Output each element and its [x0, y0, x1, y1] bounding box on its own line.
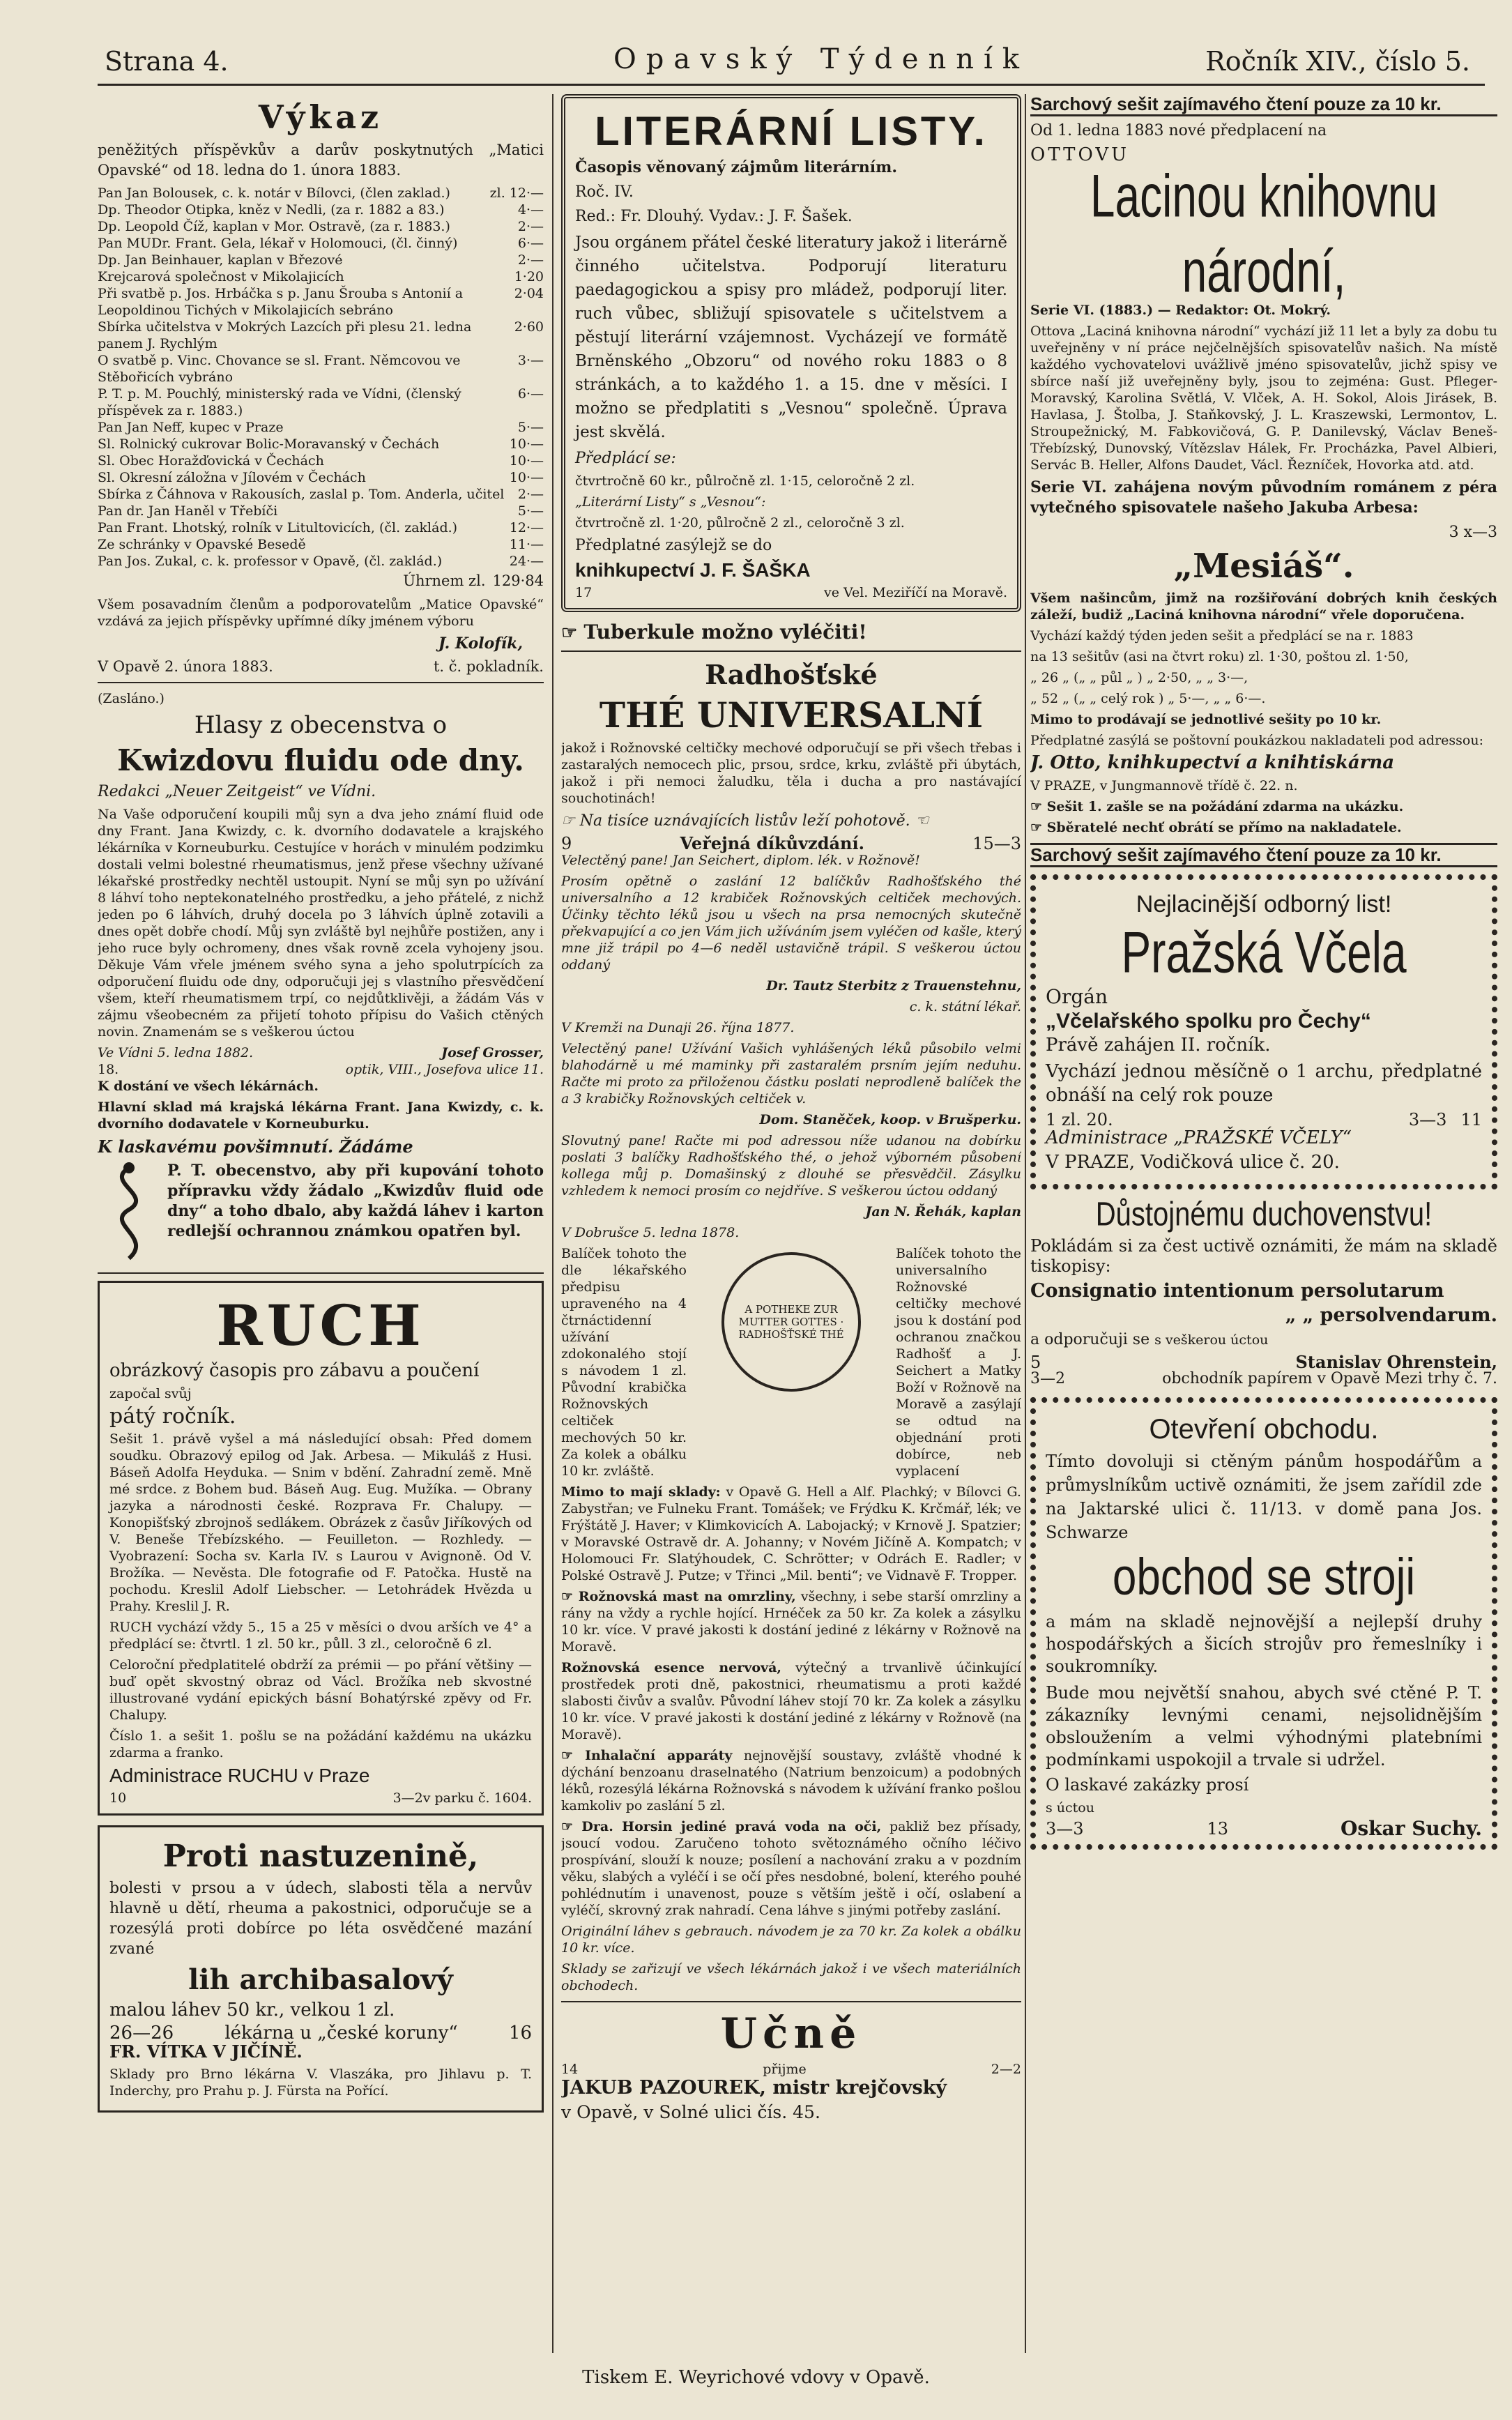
radhost-ad [561, 659, 1021, 1994]
column-divider [1025, 94, 1026, 2353]
listy-year: Roč. IV. [575, 183, 634, 201]
table-row: Pan Jan Bolousek, c. k. notár v Bílovci, (člen zaklad.) zl. 12·— [98, 185, 544, 201]
hlasy-title: Hlasy z obecenstva o [194, 711, 448, 739]
ottuv-body: Ottova „Laciná knihovna národní“ vychází již 11 let a byly za dobu tu uveřejněny v ní práce nejčelnějších spisovatelův našich. Na místě každého vychovatelovi uvážlivě jméno spisovatelův, jichž spisy ve sbírce naší již uveřejněny byly, jsou to zejména: Gust. Pfleger-Moravský, Karolina Světlá, V. Vlček, A. H. Sokol, Alois Jirásek, B. Havlasa, J. Štolba, J. Staňkovský, J. L. Kraszewski, Lermontov, L. Stroupežnický, M. Fabkovičová, G. P. Danilevský, Václav Beneš-Třebízský, Dunovský, Vítězslav Hálek, Fr. Procházka, Pavel Albieri, Servác B. Heller, Alfons Daudet, Václ. Řezníček, Hovorka atd. atd. [1030, 324, 1497, 473]
column-1 [98, 94, 544, 2353]
ottuv-series: Serie VI. (1883.) — Redaktor: Ot. Mokrý. [1030, 303, 1331, 318]
listy-p1: čtvrtročně 60 kr., půlročně zl. 1·15, celoročně 2 zl. [575, 473, 915, 489]
table-row: Pan dr. Jan Haněl v Třebíči 5·— [98, 503, 544, 519]
vcela-admin: Administrace „PRAŽSKÉ VČELY“ [1046, 1127, 1352, 1148]
proti-name: lih archibasalový [188, 1963, 453, 1996]
otevreni-body4: O laskavé zakázky prosí [1046, 1775, 1249, 1795]
listy-sub: Časopis věnovaný zájmům literárním. [575, 158, 898, 176]
table-row: O svatbě p. Vinc. Chovance se sl. Frant. Němcovou ve Stěbořicích vybráno 3·— [98, 353, 544, 385]
radhost-ack2: Velectěný pane! Užívání Vašich vyhlášených léků působilo velmi blahodárně u mé maminky při zastaralém prsním jejím neduhu. Račte mi proto za přiloženou částku poslati neprodleně balíček the a 3 krabičky Rožnovských celtiček v. [561, 1041, 1021, 1106]
listy-p3: čtvrtročně zl. 1·20, půlročně 2 zl., celoročně 3 zl. [575, 515, 905, 531]
table-row: Pan Jos. Zukal, c. k. professor v Opavě, (čl. zaklád.) 24·— [98, 554, 544, 569]
table-row: Pan Frant. Lhotský, rolník v Litultovicích, (čl. zaklád.) 12·— [98, 520, 544, 535]
ruch-sub: obrázkový časopis pro zábavu a poučení [109, 1360, 480, 1381]
column-divider [552, 94, 553, 2353]
radhost-mast: ☞ Rožnovská mast na omrzliny, všechny, i sebe starší omrzliny a rány na vždy a rychle hojící. Hrnéček za 50 kr. Za kolek a zásylku 10 kr. více. V pravé jakosti k dostání jediné z lékárny v Rožnově na Moravě. [561, 1589, 1021, 1654]
proti-owner: FR. VÍTKA V JIČÍNĚ. [109, 2041, 303, 2062]
table-row: P. T. p. M. Pouchlý, ministerský rada ve Vídni, (členský příspěvek za r. 1883.) 6·— [98, 386, 544, 418]
proti-depots: Sklady pro Brno lékárna V. Vlaszáka, pro Jihlavu p. T. Inderchy, pro Prahu p. J. Fürsta na Pořící. [109, 2067, 532, 2099]
listy-shop: knihkupectví J. F. ŠAŠKA [575, 559, 811, 581]
hlasy-warn-block [98, 1161, 544, 1265]
radhost-ack1-sig2: c. k. státní lékař. [909, 999, 1021, 1014]
vykaz-section [98, 98, 544, 675]
ottuv-p2: „ 26 „ („ „ půl „ ) „ 2·50, „ „ 3·—, [1030, 670, 1248, 685]
ottuv-code: 3 x—3 [1449, 524, 1497, 541]
vcela-price-row: 1 zl. 20. 3—3 11 [1046, 1110, 1482, 1129]
ruch-body3: Celoroční předplatitelé obdrží za prémii — po přání většiny — buď opět skvostný obraz od Václ. Brožíka neb skvostné illustrované vydání epických básní Bohatýrské zpěvy od Fr. Chalupy. [109, 1657, 532, 1723]
duchov-recomm: a odporučuji se s veškerou úctou [1030, 1331, 1269, 1348]
pointing-hand-icon: ☜ [910, 812, 929, 830]
ottuv-p1: na 13 sešitův (asi na čtvrt roku) zl. 1·30, poštou zl. 1·50, [1030, 649, 1409, 664]
otevreni-title: Otevření obchodu. [1149, 1414, 1379, 1445]
vcela-society: „Včelařského spolku pro Čechy“ [1046, 1010, 1371, 1033]
pointing-hand-icon: ☞ [1030, 799, 1047, 814]
hlasy-tag: (Zasláno.) [98, 691, 165, 706]
table-row: Sl. Okresní záložna v Jílovém v Čechách 10·— [98, 470, 544, 485]
radhost-ack1-place: V Kremži na Dunaji 26. října 1877. [561, 1020, 795, 1035]
hlasy-body: Na Vaše odporučení koupili můj syn a dva jeho známí fluid ode dny Frant. Jana Kwizdy, c. k. dvorního dodavatele a krajského lékárníka v Korneuburku. Cestujíce v horách v minulém podzimku dostali velmi bolestné rheumatismus, jenž přese všechny užívané lékařské prostředky nechtěl ustoupit. Nyní se můj syn po užívání 8 láhví toho neptekonatelného prostředku, a jeho přátelé, z nichž jeden po 6 láhvích, druhý docela po 3 láhvích úplně zotavili a dnes opět dobře chodí. Můj syn zvláště byl nejhůře postižen, any i jeho ruce byly ochromeny, dnes však rovně zcela vyhojeny jsou. Děkuje Vám vřele jménem svého syna a jeho spolutrpících za odporučení fluidu ode dny, odporučuji jej s vlastního přesvědčení všem, kteří rheumatismem trpí, co nejdůtklivěji, a žádám Vás v zájmu všeobecném za přijetí tohoto přípisu do Vašich ctěných novin. Znamenám se s veškerou úctou [98, 807, 544, 1040]
ruch-body4: Číslo 1. a sešit 1. pošlu se na požádání každému na ukázku zdarma a franko. [109, 1728, 532, 1760]
radhost-horsin: ☞ Dra. Horsin jediné pravá voda na oči, pakliž bez přísady, jsoucí vodou. Zaručeno tohoto světoznámého očního léčivo prospívání, slouží k nouze; posílení a nachování zraku a v pozdním věku, slabých a vyléčí i se očí přes nesdobné, bolení, kterého pouhé pohlédnutím i unavenost, pouze s větším ještě i očí, oslabení a vyléčí, skrovný zrak nahradí. Cena láhve s jinými potřeby zaslání. [561, 1819, 1021, 1918]
duchov-sig-row: 5 Stanislav Ohrenstein, [1030, 1352, 1497, 1372]
pointing-hand-icon: ☞ [1030, 820, 1047, 835]
radhost-thanks: ☞ Na tisíce uznávajících listův leží pohotově. ☜ [561, 812, 929, 830]
ottuv-body3: Vychází každý týden jeden sešit a předplácí se na r. 1883 [1030, 628, 1414, 644]
hlasy-title2: Kwizdovu fluidu ode dny. [117, 743, 524, 777]
ottuv-publisher: J. Otto, knihkupectví a knihtiskárna [1030, 752, 1395, 773]
ucne-name: JAKUB PAZOUREK, mistr krejčovský [561, 2077, 947, 2099]
duchov-and: „ „ persolvendarum. [1285, 1304, 1497, 1326]
ruch-title: RUCH [216, 1293, 425, 1358]
duchov-cons: Consignatio intentionum persolutarum [1030, 1280, 1444, 1302]
radhost-title2: THÉ UNIVERSALNÍ [599, 694, 984, 736]
duchov-ad [1030, 1196, 1497, 1387]
otevreni-sig-row: 3—3 13 Oskar Suchy. [1046, 1817, 1482, 1840]
ottuv-top: Sarchový sešit zajímavého čtení pouze za 10 kr. [1030, 94, 1497, 116]
radhost-ack2-sig: Dom. Staněček, koop. v Brušperku. [759, 1112, 1021, 1127]
page-header [0, 0, 1512, 77]
ottuv-bottom: Sarchový sešit zajímavého čtení pouze za 10 kr. [1030, 843, 1497, 867]
otevreni-body2: a mám na skladě nejnovější a nejlepší druhy hospodářských a šicích strojův pro řemeslníky i soukromníky. [1046, 1612, 1482, 1676]
hlasy-warn-title: K laskavému povšimnutí. Žádáme [98, 1136, 413, 1157]
ottuv-p5: Předplatné zasýlá se poštovní poukázkou nakladateli pod adressou: [1030, 733, 1483, 748]
ottuv-series7: Serie VI. zahájena novým původním románem z péra vytečného spisovatele našeho Jakuba Arbesa: [1030, 478, 1497, 517]
ottuv-title: Lacinou knihovnu národní, [1090, 162, 1438, 305]
pointing-hand-icon: ☞ [561, 1589, 579, 1604]
radhost-horsin3: Sklady se zařizují ve všech lékárnách jakož i ve všech materiálních obchodech. [561, 1961, 1021, 1993]
vcela-year: Právě zahájen II. ročník. [1046, 1035, 1271, 1056]
vcela-addr: V PRAZE, Vodičková ulice č. 20. [1046, 1152, 1340, 1173]
table-row: Pan Jan Neff, kupec v Praze 5·— [98, 420, 544, 435]
page-number: Strana 4. [105, 46, 229, 77]
ucne-row: 14 přijme 2—2 [561, 2062, 1021, 2077]
radhost-ack1: Prosím opětně o zaslání 12 balíčkův Radhošťského thé universalního a 12 krabiček Rožnovských celtiček mechových. Účinky těchto léků jsou u všech na prsa nemocných skutečně překvapující a co jen Vám jich užíváním jsem vyléčen od kašle, který mne již trápil po 4—6 neděl ustavičně trápil. S veškerou úctou oddaný [561, 874, 1021, 973]
pointing-hand-icon: ☞ [561, 812, 580, 830]
vcela-ad [1030, 874, 1497, 1189]
apothecary-seal-icon: A POTHEKE ZUR MUTTER GOTTES · RADHOŠŤSKÉ THÉ [721, 1252, 861, 1392]
radhost-ack-row: 9 Veřejná díkůvzdání. 15—3 [561, 833, 1021, 853]
table-row: Sl. Rolnický cukrovar Bolic-Moravanský v Čechách 10·— [98, 436, 544, 452]
listy-p2: „Literární Listy“ s „Vesnou“: [575, 494, 766, 510]
proti-body: bolesti v prsou a v údech, slabosti těla a nervův hlavně u dětí, rheuma a pakostnici, odporučuje se a rozesýlá proti dobírce po léta osvědčené mazání zvané [109, 1880, 532, 1958]
ruch-ad [98, 1281, 544, 1816]
ottuv-pre: Od 1. ledna 1883 nové předplacení na [1030, 122, 1327, 139]
vcela-head: Nejlacinější odborný list! [1136, 891, 1392, 918]
radhost-ack3-sig: Jan N. Řehák, kaplan [865, 1204, 1021, 1219]
radhost-ack3-place: V Dobrušce 5. ledna 1878. [561, 1225, 740, 1240]
ottuv-book: „Mesiáš“. [1173, 547, 1354, 586]
proti-ad [98, 1825, 544, 2113]
table-row: Sl. Obec Horažďovická v Čechách 10·— [98, 453, 544, 469]
ottuv-name: OTTOVU [1030, 144, 1130, 165]
table-row: Sbírka z Čáhnova v Rakousích, zaslal p. Tom. Anderla, učitel 2·— [98, 487, 544, 502]
ottuv-note1: ☞ Sešit 1. zašle se na požádání zdarma na ukázku. [1030, 799, 1404, 814]
hlasy-sub: Redakci „Neuer Zeitgeist“ ve Vídni. [98, 783, 376, 800]
ottuv-body2: Všem našincům, jimž na rozšiřování dobrých knih českých záleží, budiž „Laciná knihovna národní“ vřele doporučena. [1030, 591, 1497, 623]
proti-store-row: 26—26 lékárna u „české koruny“ 16 [109, 2023, 532, 2044]
vykaz-table [98, 185, 544, 570]
hlasy-warn: P. T. obecenstvo, aby při kupování tohoto přípravku vždy žádalo „Kwizdův fluid ode dny“ a toho dbalo, aby každá láhev i karton redlejší ochrannou známkou opatřen byl. [167, 1162, 544, 1240]
table-row: Při svatbě p. Jos. Hrbáčka s p. Janu Šrouba s Antonií a Leopoldinou Tichých v Mikolajicích sebráno 2·04 [98, 286, 544, 318]
otevreni-body3: Bude mou největší snahou, abych své ctěné P. T. zákazníky levnými cenami, nejsolidnějším obsloužením a velmi výhodnými platebními podmínkami uspokojil a trvale si udržel. [1046, 1683, 1482, 1770]
otevreni-body: Tímto dovoluji si ctěným pánům hospodářům a průmyslníkům uctivě oznámiti, že jsem zařídil zde na Jaktarské ulici č. 11/13. v domě pana Jos. Schwarze [1046, 1452, 1482, 1542]
listy-title: LITERÁRNÍ LISTY. [595, 109, 988, 154]
table-row: Ze schránky v Opavské Besedě 11·— [98, 537, 544, 552]
radhost-body: jakož i Rožnovské celtičky mechové odporučují se při všech třebas i zastaralých nemocech plic, prsou, srdce, krku, zvláště při úbytách, jakož i při nemoci žaludku, těla i ducha a pro nastávající souchotinách! [561, 740, 1021, 806]
table-row: Dp. Jan Beinhauer, kaplan v Březové 2·— [98, 252, 544, 268]
table-row: Pan MUDr. Frant. Gela, lékař v Holomouci, (čl. činný) 6·— [98, 236, 544, 251]
radhost-esence: Rožnovská esence nervová, výtečný a trvanlivě účinkující prostředek proti dně, pakostnici, rheumatismu a proti každé slabosti čivův a svalův. Původní láhev stojí 70 kr. Za kolek a zásylku 10 kr. více. V pravé jakosti k dostání jediné z lékárny v Rožnově (na Moravě). [561, 1660, 1021, 1742]
ruch-year: započal svůj [109, 1386, 192, 1401]
snake-emblem-icon [98, 1161, 160, 1265]
ottuv-p4: Mimo to prodávají se jednotlivé sešity po 10 kr. [1030, 712, 1382, 727]
pointing-hand-icon: ☞ [561, 623, 584, 644]
table-row: Dp. Theodor Otipka, kněz v Nedli, (za r. 1882 a 83.) 4·— [98, 202, 544, 218]
hlasy-sign-row: Ve Vídni 5. ledna 1882. Josef Grosser, [98, 1045, 544, 1060]
listy-red: Red.: Fr. Dlouhý. Vydav.: J. F. Šašek. [575, 208, 853, 225]
ruch-footer: 10 3—2 v parku č. 1604. [109, 1790, 532, 1806]
column-3 [1030, 94, 1497, 2353]
vykaz-footer: V Opavě 2. února 1883. t. č. pokladník. [98, 658, 544, 675]
proti-price: malou láhev 50 kr., velkou 1 zl. [109, 2000, 395, 2021]
radhost-right-note: Balíček tohoto the universalního Rožnovské celtičky mechové jsou k dostání pod ochranou značkou Radhošť a J. Seichert a Matky Boží v Rožnově na Moravě a zasýlají se odtud na objednání proti dobírce, neb vyplacení [896, 1246, 1021, 1479]
ruch-body2: RUCH vychází vždy 5., 15 a 25 v měsíci o dvou arších ve 4° a předplácí se: čtvrtl. 1 zl. 50 kr., půll. 3 zl., celoročně 6 zl. [109, 1620, 532, 1652]
radhost-title: Radhošťské [705, 659, 878, 690]
vcela-body: Vychází jednou měsíčně o 1 archu, předplatné obnáší na celý rok pouze [1046, 1061, 1482, 1106]
listy-shop-row: 17 ve Vel. Meziříčí na Moravě. [575, 585, 1007, 600]
vykaz-subtitle: peněžitých příspěvkův a darův poskytnutých „Matici Opavské“ od 18. ledna do 1. února 1883. [98, 142, 544, 178]
vykaz-thanks: Všem posavadním členům a podporovatelům „Matice Opavské“ vzdává za jejich příspěvky upřímné díky jménem výboru [98, 597, 544, 629]
hlasy-ad [98, 690, 544, 1265]
radhost-horsin2: Originální láhev s gebrauch. návodem je za 70 kr. Za kolek a obálku 10 kr. více. [561, 1924, 1021, 1956]
listy-ad [561, 94, 1021, 612]
tuberkule-line: ☞ Tuberkule možno vyléčiti! [561, 621, 867, 644]
ottuv-note2: ☞ Sběratelé nechť obrátí se přímo na nakladatele. [1030, 820, 1402, 835]
table-row: Sbírka učitelstva v Mokrých Lazcích při plesu 21. ledna panem J. Rychlým 2·60 [98, 319, 544, 351]
duchov-sig-row2: 3—2 obchodník papírem v Opavě Mezi trhy č. 7. [1030, 1370, 1497, 1387]
column-2 [561, 94, 1021, 2353]
hlasy-sign-row2: 18. optik, VIII., Josefova ulice 11. [98, 1062, 544, 1077]
ottuv-p3: „ 52 „ („ „ celý rok ) „ 5·—, „ „ 6·—. [1030, 691, 1266, 706]
radhost-seal-block [561, 1245, 1021, 1484]
hlasy-avail: K dostání ve všech lékárnách. [98, 1079, 319, 1094]
vykaz-title: Výkaz [258, 98, 383, 136]
hlasy-main: Hlavní sklad má krajská lékárna Frant. Jana Kwizdy, c. k. dvorního dodavatele v Korneuburku. [98, 1099, 544, 1132]
table-row: Krejcarová společnost v Mikolajicích 1·20 [98, 269, 544, 284]
ruch-admin: Administrace RUCHU v Praze [109, 1765, 370, 1786]
radhost-depots: Mimo to mají sklady: v Opavě G. Hell a Alf. Plachký; v Bílovci G. Zabystřan; ve Fulneku Frant. Tomášek; ve Frýdku K. Krčmář, lék; ve Frýštátě J. Haver; v Klimkovicích A. Labojacký; v Krnově J. Spatzier; v Moravské Ostravě dr. A. Johanny; v Novém Jičíně A. Kompatch; v Holomouci Fr. Slatýhoudek, C. Schrötter; v Odrách E. Radler; v Polské Ostravě J. Putze; v Třinci „Mil. benti“; ve Vidnavě F. Tropper. [561, 1484, 1021, 1583]
listy-p4: Předplatné zasýlejž se do [575, 537, 772, 554]
duchov-body: Pokládám si za čest uctivě oznámiti, že mám na skladě tiskopisy: [1030, 1236, 1497, 1276]
issue-info: Ročník XIV., číslo 5. [1205, 46, 1470, 77]
ucne-title: Učně [720, 2009, 862, 2058]
listy-pre: Předplácí se: [575, 450, 676, 467]
vcela-title: Pražská Včela [1121, 920, 1407, 985]
newspaper-title: Opavský Týdenník [613, 43, 1030, 75]
otevreni-res: s úctou [1046, 1800, 1094, 1816]
proti-title: Proti nastuzenině, [162, 1839, 479, 1874]
vcela-organ: Orgán [1046, 985, 1108, 1008]
ottuv-pub-addr: V PRAZE, v Jungmannově třídě č. 22. n. [1030, 778, 1298, 793]
radhost-left-note: Balíček tohoto the dle lékařského předpisu upraveného na 4 čtrnáctidenní užívání zdokonalého stojí s návodem 1 zl. Původní krabička Rožnovských celtiček mechových 50 kr. Za kolek a obálku 10 kr. zvláště. [561, 1246, 687, 1479]
pointing-hand-icon: ☞ [561, 1819, 582, 1834]
table-row: Dp. Leopold Číž, kaplan v Mor. Ostravě, (za r. 1883.) 2·— [98, 219, 544, 234]
header-rule [98, 84, 1485, 86]
otevreni-big: obchod se stroji [1112, 1548, 1416, 1606]
ucne-addr: v Opavě, v Solné ulici čís. 45. [561, 2102, 820, 2122]
printer-footer: Tiskem E. Weyrichové vdovy v Opavě. [582, 2367, 930, 2388]
ucne-ad [561, 2009, 1021, 2122]
ruch-year2: pátý ročník. [109, 1404, 236, 1429]
vykaz-signer: J. Kolofík, [438, 634, 523, 653]
radhost-inhal: ☞ Inhalační apparáty nejnovější soustavy, zvláště vhodné k dýchání benzoanu draselnatého (Natrium benzoicum) a podobných léků, rozesýlá lékárna Rožnovská s návodem k užívání franko pošlou kamkoliv po zaslání 5 zl. [561, 1748, 1021, 1813]
radhost-ack3: Slovutný pane! Račte mi pod adressou níže udanou na dobírku poslati 3 balíčky Radhošťského thé, o jehož výborném působení kollega můj p. Domašinský z dlouhé se přesvědčil. Zásylku vzhledem k nemoci prosím co nejdříve. S veškerou úctou oddaný [561, 1133, 1021, 1198]
listy-body: Jsou orgánem přátel české literatury jakož i literárně činného učitelstva. Podporují literaturu paedagogickou a spisy pro mládež, podporují liter. ruch vůbec, sbližují spisovatele s učitelstvem a pěstují literární vzájemnost. Vycházejí ve formátě Brněnského „Obzoru“ od nového roku 1883 o 8 stránkách, a to každého 1. a 15. dne v měsíci. I možno se předplatiti s „Vesnou“ společně. Úprava jest skvělá. [575, 234, 1007, 441]
ruch-body: Sešit 1. právě vyšel a má následující obsah: Před domem soudku. Obrazový epilog od Jak. Arbesa. — Mikuláš z Husi. Báseň Adolfa Heyduka. — Snim v bdění. Zahradní země. Mně mé srdce. z Bohem bud. Báseň Aug. Eug. Mužíka. — Obrany jazyka a národnosti české. Rozprava Fr. Chalupy. — Konopišťský zbrojnoš sedlákem. Obrázek z časův Jiříkových od V. Beneše Třebízského. — Feuilleton. — Rozhledy. — Vyobrazení: Socha sv. Karla IV. s Laurou v Avignoně. Od V. Brožíka. — Nevěsta. Dle fotografie od F. Patočka. Hustě na pochodu. Kreslil Adolf Liebscher. — Letohrádek Hvězda u Prahy. Kreslil J. R. [109, 1431, 532, 1614]
duchov-title: Důstojnému duchovenstvu! [1095, 1196, 1433, 1233]
radhost-ack1-head: Velectěný pane! Jan Seichert, diplom. lék. v Rožnově! [561, 853, 920, 868]
pointing-hand-icon: ☞ [561, 1748, 586, 1763]
vykaz-total: Úhrnem zl. 129·84 [403, 572, 544, 589]
otevreni-ad [1030, 1397, 1497, 1850]
radhost-ack1-sig: Dr. Tautz Sterbitz z Trauenstehnu, [766, 978, 1021, 994]
